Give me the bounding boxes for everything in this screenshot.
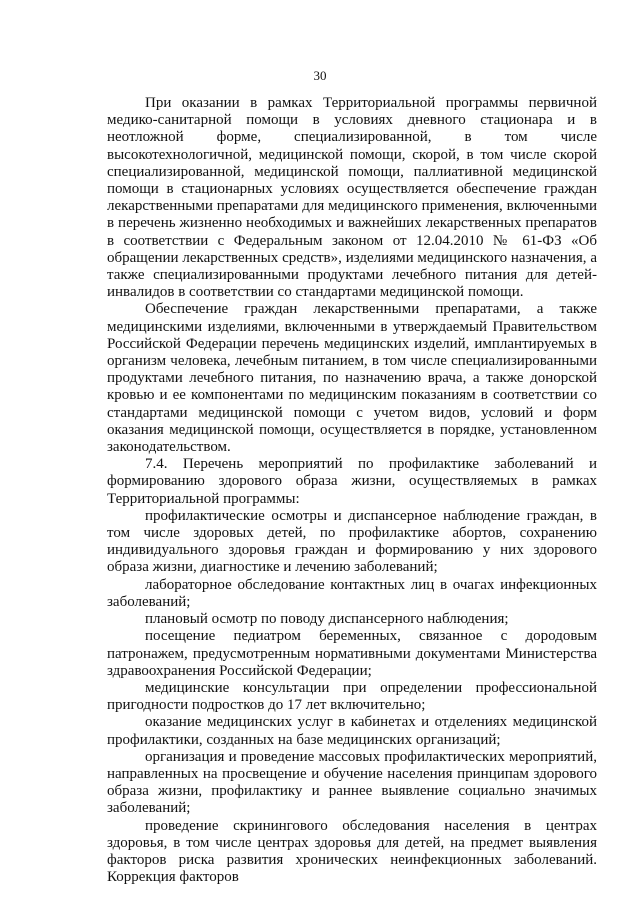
page-number: 30 <box>313 68 327 83</box>
list-item-planned-exam: плановый осмотр по поводу диспансерного наблюдения; <box>145 611 509 628</box>
paragraph-medical-devices: Обеспечение граждан лекарственными препаратами, а также медицинскими изделиями, включенными в утверждаемый Правительством Российской Федерации перечень медицинских изделий, имплантируемых в организм человека, лечебным питанием, в том числе специализированными продуктами лечебного питания, по назначению врача, а также донорской кровью и ее компонентами по медицинским показаниям в соответствии со стандартами медицинской помощи с учетом видов, условий и форм оказания медицинской помощи, осуществляется в порядке, установленном законодательством. <box>107 301 597 456</box>
list-item-lab-screening: лабораторное обследование контактных лиц в очагах инфекционных заболеваний; <box>107 576 597 610</box>
list-item-screening-centers: проведение скринингового обследования населения в центрах здоровья, в том числе центрах здоровья для детей, на предмет выявления факторов риска развития хронических неинфекционных заболеваний. Коррекция факторов <box>107 817 597 886</box>
list-item-pediatric-visit: посещение педиатром беременных, связанное с дородовым патронажем, предусмотренным нормативными документами Министерства здравоохранения Российской Федерации; <box>107 628 597 679</box>
document-body <box>107 95 597 886</box>
paragraph-medication-inpatient: При оказании в рамках Территориальной программы первичной медико-санитарной помощи в условиях дневного стационара и в неотложной форме, специализированной, в том числе высокотехнологичной, медицинской помощи, скорой, в том числе скорой специализированной, медицинской помощи, паллиативной медицинской помощи в стационарных условиях осуществляется обеспечение граждан лекарственными препаратами для медицинского применения, включенными в перечень жизненно необходимых и важнейших лекарственных препаратов в соответствии с Федеральным законом от 12.04.2010 № 61-ФЗ «Об обращении лекарственных средств», изделиями медицинского назначения, а также специализированными продуктами лечебного питания для детей-инвалидов в соответствии со стандартами медицинской помощи. <box>107 95 597 301</box>
list-item-prevention-offices: оказание медицинских услуг в кабинетах и отделениях медицинской профилактики, созданных на базе медицинских организаций; <box>107 714 597 748</box>
list-item-professional-consult: медицинские консультации при определении профессиональной пригодности подростков до 17 лет включительно; <box>107 679 597 714</box>
list-item-mass-events: организация и проведение массовых профилактических мероприятий, направленных на просвещение и обучение населения принципам здорового образа жизни, профилактику и раннее выявление социально значимых заболеваний; <box>107 748 597 817</box>
list-item-preventive-exams: профилактические осмотры и диспансерное наблюдение граждан, в том числе здоровых детей, по профилактике абортов, сохранению индивидуального здоровья граждан и формированию у них здорового образа жизни, диагностике и лечению заболеваний; <box>107 507 597 576</box>
section-7-4-heading: 7.4. Перечень мероприятий по профилактике заболеваний и формированию здорового образа жизни, осуществляемых в рамках Территориальной программы: <box>107 456 597 507</box>
